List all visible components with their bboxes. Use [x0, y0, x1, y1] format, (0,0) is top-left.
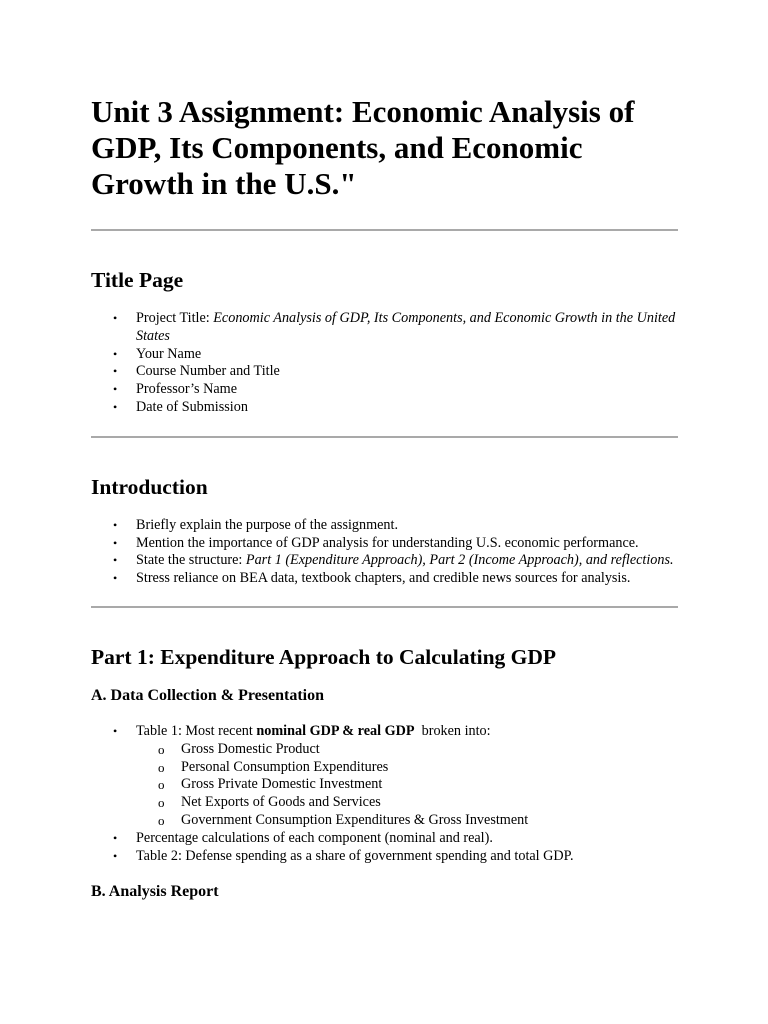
- list-item: [91, 381, 678, 399]
- list-item: [91, 830, 678, 848]
- percentage-item: Percentage calculations of each component (nominal and real).: [136, 829, 493, 846]
- document-page: [91, 0, 678, 902]
- circle-bullet-icon: o: [158, 777, 165, 793]
- intro-item-importance: Mention the importance of GDP analysis for understanding U.S. economic performance.: [136, 534, 639, 551]
- list-item: [91, 535, 678, 553]
- bullet-icon: •: [113, 571, 118, 586]
- bullet-icon: •: [113, 399, 118, 414]
- component-gpdi: Gross Private Domestic Investment: [181, 776, 383, 793]
- component-pce: Personal Consumption Expenditures: [181, 758, 389, 775]
- circle-bullet-icon: o: [158, 759, 165, 775]
- component-gdp: Gross Domestic Product: [181, 740, 320, 757]
- section-a-list: [91, 723, 678, 865]
- bullet-icon: •: [113, 517, 118, 532]
- sub-list-item: [91, 759, 678, 777]
- list-item: [91, 848, 678, 866]
- table2-item: Table 2: Defense spending as a share of government spending and total GDP.: [136, 847, 574, 864]
- bullet-icon: •: [113, 723, 118, 738]
- list-item: [91, 552, 678, 570]
- sub-list-item: [91, 741, 678, 759]
- list-item: [91, 346, 678, 364]
- list-item: [91, 399, 678, 417]
- title-page-heading: Title Page: [91, 268, 184, 292]
- project-title-label: Project Title:: [136, 310, 214, 326]
- intro-item-structure-value: Part 1 (Expenditure Approach), Part 2 (Income Approach), and reflections.: [245, 552, 674, 569]
- divider-1: [91, 229, 678, 231]
- section-a-heading: A. Data Collection & Presentation: [91, 686, 324, 704]
- title-page-list: [91, 310, 678, 417]
- bullet-icon: •: [113, 553, 118, 568]
- divider-3: [91, 606, 678, 608]
- list-item: [91, 363, 678, 381]
- table1-prefix: Table 1: Most recent: [136, 722, 257, 739]
- bullet-icon: •: [113, 830, 118, 845]
- part1-heading: Part 1: Expenditure Approach to Calculating GDP: [91, 644, 557, 669]
- circle-bullet-icon: o: [158, 741, 165, 757]
- introduction-list: [91, 517, 678, 588]
- document-title: Unit 3 Assignment: Economic Analysis of GDP, Its Components, and Economic Growth in the U.S.": [91, 94, 635, 201]
- bullet-icon: •: [113, 364, 118, 379]
- circle-bullet-icon: o: [158, 812, 165, 828]
- component-net-exports: Net Exports of Goods and Services: [181, 794, 381, 811]
- bullet-icon: •: [113, 346, 118, 361]
- sub-list-item: [91, 794, 678, 812]
- bullet-icon: •: [113, 848, 118, 863]
- list-item: [91, 517, 678, 535]
- item-professor: Professor’s Name: [136, 381, 238, 398]
- list-item: [91, 310, 678, 346]
- bullet-icon: •: [113, 382, 118, 397]
- item-course: Course Number and Title: [136, 363, 280, 380]
- list-item: [91, 570, 678, 588]
- sub-list-item: [91, 812, 678, 830]
- table1-suffix: broken into:: [414, 722, 491, 739]
- component-government: Government Consumption Expenditures & Gross Investment: [181, 811, 529, 828]
- divider-2: [91, 436, 678, 438]
- bullet-icon: •: [113, 311, 118, 325]
- intro-item-purpose: Briefly explain the purpose of the assignment.: [136, 516, 399, 533]
- project-title-value: Economic Analysis of GDP, Its Components, and Economic Growth in the United States: [136, 310, 676, 344]
- item-your-name: Your Name: [136, 345, 202, 362]
- list-item: [91, 723, 678, 741]
- intro-item-reliance: Stress reliance on BEA data, textbook chapters, and credible news sources for analysis.: [136, 570, 631, 587]
- bullet-icon: •: [113, 535, 118, 550]
- circle-bullet-icon: o: [158, 795, 165, 811]
- item-date: Date of Submission: [136, 398, 248, 415]
- section-b-heading: B. Analysis Report: [91, 883, 219, 901]
- sub-list-item: [91, 776, 678, 794]
- introduction-heading: Introduction: [91, 474, 208, 499]
- table1-bold: nominal GDP & real GDP: [256, 722, 415, 739]
- intro-item-structure-label: State the structure:: [136, 552, 246, 569]
